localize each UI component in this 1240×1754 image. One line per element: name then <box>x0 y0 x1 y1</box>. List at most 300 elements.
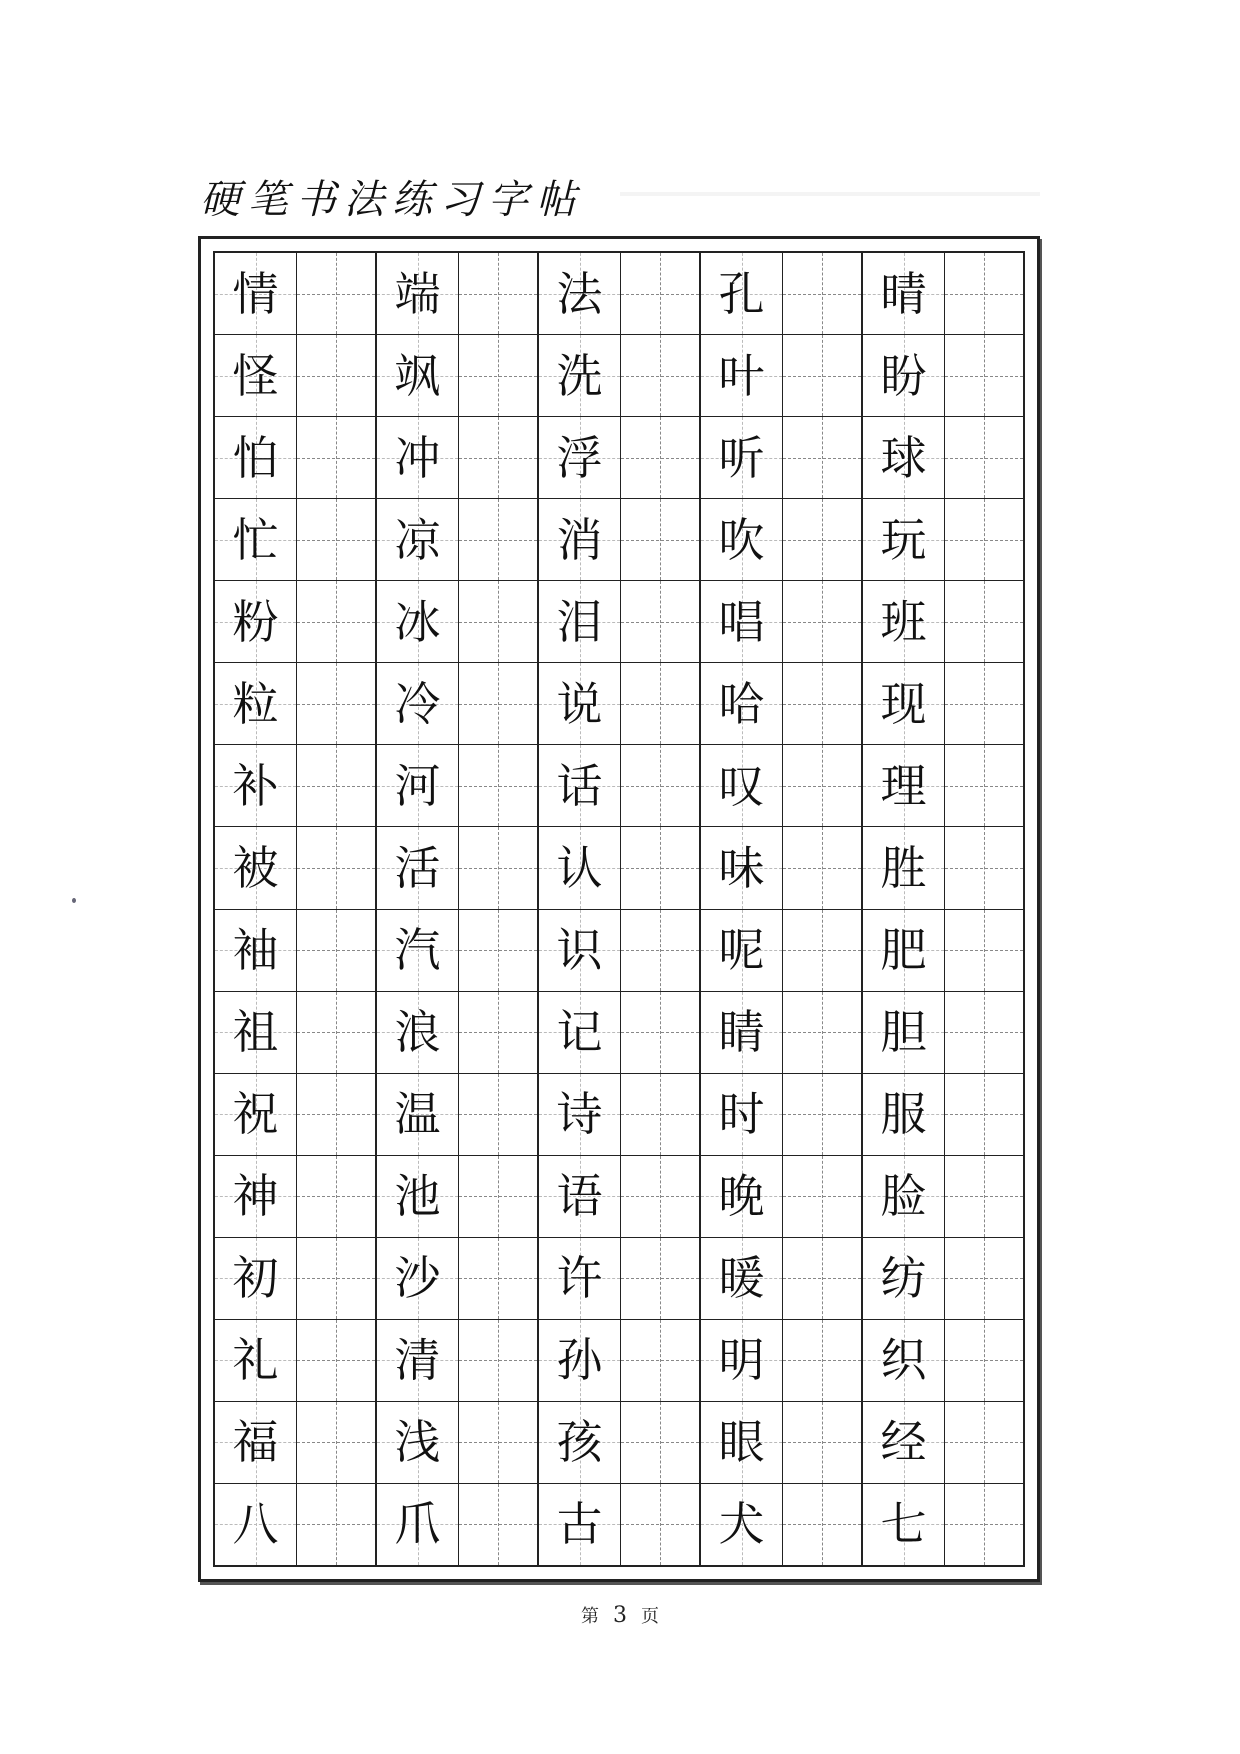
model-character-cell <box>377 1320 459 1401</box>
model-character: 爪 <box>394 1497 441 1552</box>
model-character-cell <box>539 745 621 826</box>
model-character-cell <box>377 663 459 744</box>
practice-cell[interactable] <box>459 581 537 662</box>
model-character: 孙 <box>556 1333 603 1388</box>
model-character: 球 <box>880 430 927 485</box>
practice-cell[interactable] <box>297 253 375 334</box>
grid-row <box>863 1156 1023 1238</box>
model-character-cell <box>377 253 459 334</box>
practice-cell[interactable] <box>621 1320 699 1401</box>
model-character-cell <box>539 910 621 991</box>
model-character: 胆 <box>880 1005 927 1060</box>
practice-cell[interactable] <box>621 253 699 334</box>
grid-row <box>377 827 537 909</box>
practice-cell[interactable] <box>621 910 699 991</box>
model-character: 睛 <box>718 1005 765 1060</box>
grid-row <box>377 910 537 992</box>
model-character-cell <box>215 581 297 662</box>
model-character-cell <box>539 992 621 1073</box>
model-character: 语 <box>556 1169 603 1224</box>
practice-cell[interactable] <box>783 499 861 580</box>
practice-cell[interactable] <box>945 335 1023 416</box>
model-character-cell <box>215 663 297 744</box>
practice-cell[interactable] <box>621 1484 699 1565</box>
model-character: 叶 <box>718 348 765 403</box>
grid-row <box>215 1320 375 1402</box>
model-character-cell <box>701 253 783 334</box>
model-character: 诗 <box>556 1087 603 1142</box>
grid-row <box>701 335 861 417</box>
grid-row <box>539 335 699 417</box>
model-character: 补 <box>232 758 279 813</box>
model-character-cell <box>215 417 297 498</box>
grid-row <box>539 253 699 335</box>
grid-row <box>539 1484 699 1565</box>
practice-cell[interactable] <box>297 499 375 580</box>
practice-cell[interactable] <box>621 499 699 580</box>
model-character-cell <box>701 417 783 498</box>
model-character: 呢 <box>718 923 765 978</box>
grid-row <box>701 1238 861 1320</box>
model-character: 八 <box>232 1497 279 1552</box>
practice-cell[interactable] <box>945 1156 1023 1237</box>
grid-row <box>377 417 537 499</box>
practice-cell[interactable] <box>459 827 537 908</box>
model-character-cell <box>215 1074 297 1155</box>
practice-cell[interactable] <box>297 1074 375 1155</box>
model-character: 晚 <box>718 1169 765 1224</box>
grid-row <box>215 417 375 499</box>
practice-cell[interactable] <box>621 417 699 498</box>
practice-cell[interactable] <box>945 581 1023 662</box>
practice-cell[interactable] <box>621 581 699 662</box>
grid-row <box>377 1238 537 1320</box>
grid-row <box>701 1402 861 1484</box>
practice-cell[interactable] <box>783 417 861 498</box>
model-character-cell <box>377 1484 459 1565</box>
model-character-cell <box>377 1402 459 1483</box>
grid-row <box>863 1402 1023 1484</box>
model-character-cell <box>539 1074 621 1155</box>
practice-cell[interactable] <box>945 253 1023 334</box>
grid-row <box>377 745 537 827</box>
model-character-cell <box>863 745 945 826</box>
grid-row <box>377 499 537 581</box>
model-character: 古 <box>556 1497 603 1552</box>
model-character: 法 <box>556 266 603 321</box>
model-character: 浪 <box>394 1005 441 1060</box>
grid-row <box>377 1402 537 1484</box>
practice-cell[interactable] <box>945 1402 1023 1483</box>
practice-cell[interactable] <box>945 745 1023 826</box>
model-character: 识 <box>556 923 603 978</box>
practice-cell[interactable] <box>783 581 861 662</box>
model-character-cell <box>539 581 621 662</box>
model-character: 许 <box>556 1251 603 1306</box>
grid-row <box>539 827 699 909</box>
grid-row <box>701 1320 861 1402</box>
model-character: 粒 <box>232 676 279 731</box>
model-character-cell <box>539 1484 621 1565</box>
model-character: 记 <box>556 1005 603 1060</box>
practice-cell[interactable] <box>459 910 537 991</box>
grid-row <box>701 992 861 1074</box>
model-character: 冰 <box>394 594 441 649</box>
model-character-cell <box>701 827 783 908</box>
practice-cell[interactable] <box>459 499 537 580</box>
practice-cell[interactable] <box>297 663 375 744</box>
practice-cell[interactable] <box>459 1156 537 1237</box>
practice-cell[interactable] <box>783 253 861 334</box>
grid-row <box>377 1484 537 1565</box>
model-character: 玩 <box>880 512 927 567</box>
page-number-suffix: 页 <box>641 1606 659 1627</box>
column-group-1 <box>215 253 377 1565</box>
practice-cell[interactable] <box>945 827 1023 908</box>
practice-cell[interactable] <box>459 745 537 826</box>
grid-row <box>215 1402 375 1484</box>
grid-row <box>863 253 1023 335</box>
model-character: 纺 <box>880 1251 927 1306</box>
model-character-cell <box>539 417 621 498</box>
model-character: 现 <box>880 676 927 731</box>
model-character-cell <box>215 1402 297 1483</box>
model-character-cell <box>539 1320 621 1401</box>
model-character-cell <box>701 1402 783 1483</box>
title-underline <box>620 192 1040 196</box>
grid-row <box>863 1484 1023 1565</box>
practice-cell[interactable] <box>945 417 1023 498</box>
grid-row <box>539 910 699 992</box>
grid-row <box>863 1320 1023 1402</box>
grid-row <box>863 827 1023 909</box>
model-character: 浅 <box>394 1415 441 1470</box>
model-character: 说 <box>556 676 603 731</box>
model-character: 认 <box>556 840 603 895</box>
model-character: 消 <box>556 512 603 567</box>
model-character-cell <box>539 663 621 744</box>
model-character: 晴 <box>880 266 927 321</box>
model-character-cell <box>539 1402 621 1483</box>
grid-row <box>863 1074 1023 1156</box>
model-character-cell <box>539 1238 621 1319</box>
practice-cell[interactable] <box>783 1238 861 1319</box>
practice-cell[interactable] <box>783 1484 861 1565</box>
model-character-cell <box>215 1238 297 1319</box>
model-character-cell <box>701 1238 783 1319</box>
practice-cell[interactable] <box>621 1402 699 1483</box>
grid-row <box>539 499 699 581</box>
practice-cell[interactable] <box>459 335 537 416</box>
model-character-cell <box>701 992 783 1073</box>
model-character: 飒 <box>394 348 441 403</box>
practice-cell[interactable] <box>621 663 699 744</box>
model-character-cell <box>215 910 297 991</box>
practice-cell[interactable] <box>297 1238 375 1319</box>
model-character-cell <box>377 1238 459 1319</box>
model-character-cell <box>701 910 783 991</box>
grid-row <box>701 1156 861 1238</box>
page-number <box>0 1602 1240 1628</box>
model-character: 孔 <box>718 266 765 321</box>
model-character: 明 <box>718 1333 765 1388</box>
practice-cell[interactable] <box>783 827 861 908</box>
practice-cell[interactable] <box>459 1074 537 1155</box>
practice-cell[interactable] <box>783 1074 861 1155</box>
practice-cell[interactable] <box>783 663 861 744</box>
practice-cell[interactable] <box>621 992 699 1073</box>
model-character-cell <box>701 1484 783 1565</box>
practice-cell[interactable] <box>459 417 537 498</box>
model-character: 袖 <box>232 923 279 978</box>
model-character: 端 <box>394 266 441 321</box>
model-character-cell <box>863 1238 945 1319</box>
grid-row <box>215 253 375 335</box>
model-character: 七 <box>880 1497 927 1552</box>
grid-row <box>377 335 537 417</box>
model-character-cell <box>863 1156 945 1237</box>
practice-cell[interactable] <box>459 1402 537 1483</box>
model-character: 犬 <box>718 1497 765 1552</box>
model-character-cell <box>701 499 783 580</box>
practice-cell[interactable] <box>783 992 861 1073</box>
model-character: 吹 <box>718 512 765 567</box>
model-character-cell <box>215 1320 297 1401</box>
grid-row <box>377 1320 537 1402</box>
scan-speck <box>72 898 76 903</box>
model-character: 祖 <box>232 1005 279 1060</box>
practice-cell[interactable] <box>459 1484 537 1565</box>
model-character: 神 <box>232 1169 279 1224</box>
grid-row <box>215 581 375 663</box>
model-character: 服 <box>880 1087 927 1142</box>
model-character: 织 <box>880 1333 927 1388</box>
model-character: 听 <box>718 430 765 485</box>
model-character-cell <box>377 992 459 1073</box>
model-character: 味 <box>718 840 765 895</box>
practice-cell[interactable] <box>621 335 699 416</box>
grid-row <box>377 992 537 1074</box>
model-character-cell <box>377 417 459 498</box>
model-character-cell <box>863 827 945 908</box>
model-character: 忙 <box>232 512 279 567</box>
grid-row <box>701 745 861 827</box>
practice-cell[interactable] <box>783 335 861 416</box>
practice-cell[interactable] <box>621 1238 699 1319</box>
model-character-cell <box>539 335 621 416</box>
grid-row <box>215 1484 375 1565</box>
grid-row <box>863 663 1023 745</box>
grid-row <box>215 335 375 417</box>
practice-cell[interactable] <box>297 335 375 416</box>
grid-row <box>215 992 375 1074</box>
model-character-cell <box>215 827 297 908</box>
practice-cell[interactable] <box>783 1320 861 1401</box>
grid-row <box>863 910 1023 992</box>
practice-cell[interactable] <box>297 1402 375 1483</box>
grid-row <box>215 1156 375 1238</box>
column-group-3 <box>539 253 701 1565</box>
model-character-cell <box>863 1320 945 1401</box>
grid-row <box>215 745 375 827</box>
model-character-cell <box>701 335 783 416</box>
model-character: 经 <box>880 1415 927 1470</box>
model-character-cell <box>377 1156 459 1237</box>
model-character: 祝 <box>232 1087 279 1142</box>
grid-row <box>701 1074 861 1156</box>
grid-row <box>377 253 537 335</box>
model-character-cell <box>863 499 945 580</box>
model-character-cell <box>215 745 297 826</box>
model-character-cell <box>377 499 459 580</box>
practice-cell[interactable] <box>945 1320 1023 1401</box>
model-character: 理 <box>880 758 927 813</box>
model-character-cell <box>701 1320 783 1401</box>
practice-cell[interactable] <box>621 1156 699 1237</box>
practice-cell[interactable] <box>297 745 375 826</box>
model-character-cell <box>377 910 459 991</box>
grid-row <box>539 1074 699 1156</box>
model-character: 时 <box>718 1087 765 1142</box>
grid-row <box>539 1402 699 1484</box>
practice-cell[interactable] <box>945 1238 1023 1319</box>
grid-row <box>377 581 537 663</box>
grid-row <box>863 581 1023 663</box>
grid-row <box>701 417 861 499</box>
column-group-5 <box>863 253 1023 1565</box>
model-character-cell <box>863 1402 945 1483</box>
model-character: 汽 <box>394 923 441 978</box>
model-character-cell <box>863 992 945 1073</box>
model-character-cell <box>215 253 297 334</box>
character-grid <box>213 251 1025 1567</box>
model-character-cell <box>215 1484 297 1565</box>
model-character: 冷 <box>394 676 441 731</box>
practice-cell[interactable] <box>945 1074 1023 1155</box>
practice-cell[interactable] <box>297 1156 375 1237</box>
model-character-cell <box>539 827 621 908</box>
practice-cell[interactable] <box>297 910 375 991</box>
practice-cell[interactable] <box>945 499 1023 580</box>
model-character-cell <box>863 910 945 991</box>
model-character-cell <box>215 499 297 580</box>
model-character: 肥 <box>880 923 927 978</box>
model-character: 活 <box>394 840 441 895</box>
model-character: 浮 <box>556 430 603 485</box>
model-character: 河 <box>394 758 441 813</box>
model-character-cell <box>863 253 945 334</box>
model-character-cell <box>701 1074 783 1155</box>
practice-cell[interactable] <box>783 1156 861 1237</box>
model-character: 清 <box>394 1333 441 1388</box>
model-character: 暖 <box>718 1251 765 1306</box>
model-character-cell <box>701 745 783 826</box>
grid-row <box>215 1238 375 1320</box>
model-character: 哈 <box>718 676 765 731</box>
model-character-cell <box>539 499 621 580</box>
grid-row <box>539 581 699 663</box>
model-character: 脸 <box>880 1169 927 1224</box>
grid-row <box>701 1484 861 1565</box>
grid-row <box>701 663 861 745</box>
page-number-value: 3 <box>613 1603 627 1628</box>
practice-cell[interactable] <box>297 992 375 1073</box>
model-character: 池 <box>394 1169 441 1224</box>
practice-cell[interactable] <box>459 1320 537 1401</box>
practice-cell[interactable] <box>783 910 861 991</box>
model-character-cell <box>701 1156 783 1237</box>
model-character: 洗 <box>556 348 603 403</box>
practice-cell[interactable] <box>459 253 537 334</box>
grid-row <box>215 827 375 909</box>
grid-row <box>215 663 375 745</box>
model-character: 怪 <box>232 348 279 403</box>
grid-row <box>215 910 375 992</box>
practice-cell[interactable] <box>945 1484 1023 1565</box>
practice-sheet <box>198 236 1040 1582</box>
model-character-cell <box>377 581 459 662</box>
model-character: 温 <box>394 1087 441 1142</box>
model-character-cell <box>863 663 945 744</box>
grid-row <box>863 992 1023 1074</box>
grid-row <box>377 1074 537 1156</box>
model-character: 初 <box>232 1251 279 1306</box>
grid-row <box>377 663 537 745</box>
model-character: 盼 <box>880 348 927 403</box>
practice-cell[interactable] <box>459 992 537 1073</box>
model-character: 福 <box>232 1415 279 1470</box>
model-character: 礼 <box>232 1333 279 1388</box>
model-character-cell <box>863 1484 945 1565</box>
grid-row <box>539 1156 699 1238</box>
grid-row <box>539 745 699 827</box>
model-character-cell <box>215 335 297 416</box>
model-character-cell <box>863 335 945 416</box>
model-character: 叹 <box>718 758 765 813</box>
page-number-prefix: 第 <box>581 1606 599 1627</box>
practice-cell[interactable] <box>621 827 699 908</box>
practice-cell[interactable] <box>945 992 1023 1073</box>
practice-cell[interactable] <box>297 827 375 908</box>
model-character: 泪 <box>556 594 603 649</box>
model-character: 怕 <box>232 430 279 485</box>
model-character-cell <box>863 1074 945 1155</box>
grid-row <box>539 992 699 1074</box>
practice-cell[interactable] <box>297 1484 375 1565</box>
grid-row <box>863 1238 1023 1320</box>
column-group-2 <box>377 253 539 1565</box>
model-character-cell <box>539 1156 621 1237</box>
practice-cell[interactable] <box>297 1320 375 1401</box>
grid-row <box>215 499 375 581</box>
grid-row <box>377 1156 537 1238</box>
practice-cell[interactable] <box>783 1402 861 1483</box>
model-character-cell <box>215 992 297 1073</box>
practice-cell[interactable] <box>297 417 375 498</box>
grid-row <box>215 1074 375 1156</box>
practice-cell[interactable] <box>297 581 375 662</box>
practice-cell[interactable] <box>459 1238 537 1319</box>
model-character: 话 <box>556 758 603 813</box>
practice-cell[interactable] <box>945 663 1023 744</box>
practice-cell[interactable] <box>621 1074 699 1155</box>
practice-cell[interactable] <box>459 663 537 744</box>
practice-cell[interactable] <box>945 910 1023 991</box>
grid-row <box>701 910 861 992</box>
practice-cell[interactable] <box>783 745 861 826</box>
model-character: 沙 <box>394 1251 441 1306</box>
practice-cell[interactable] <box>621 745 699 826</box>
